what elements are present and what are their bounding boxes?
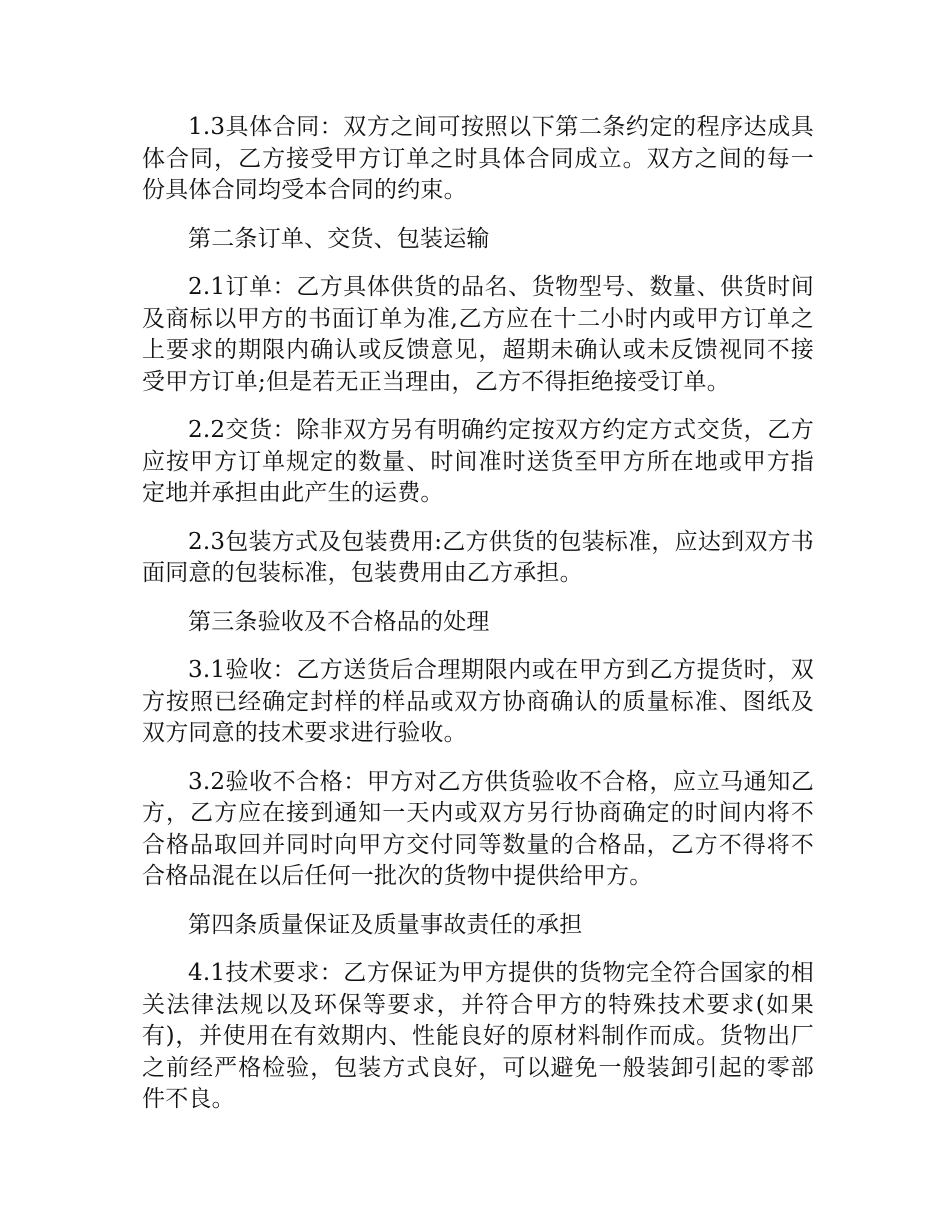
clause-1-3-paragraph: 1.3具体合同：双方之间可按照以下第二条约定的程序达成具体合同，乙方接受甲方订单之时具体合同成立。双方之间的每一份具体合同均受本合同的约束。 [142,114,814,203]
clause-4-1-paragraph: 4.1技术要求：乙方保证为甲方提供的货物完全符合国家的相关法律法规以及环保等要求，并符合甲方的特殊技术要求(如果有)，并使用在有效期内、性能良好的原材料制作而成。货物出厂之前经严格检验，包装方式良好，可以避免一般装卸引起的零部件不良。 [142,960,814,1112]
document-body [142,112,814,1133]
clause-2-1-paragraph: 2.1订单：乙方具体供货的品名、货物型号、数量、供货时间及商标以甲方的书面订单为准,乙方应在十二小时内或甲方订单之上要求的期限内确认或反馈意见，超期未确认或未反馈视同不接受甲方订单;但是若无正当理由，乙方不得拒绝接受订单。 [142,274,814,395]
article-4-heading: 第四条质量保证及质量事故责任的承担 [188,911,583,938]
article-2-heading: 第二条订单、交货、包装运输 [188,225,490,252]
clause-2-2-paragraph: 2.2交货：除非双方另有明确约定按双方约定方式交货，乙方应按甲方订单规定的数量、时间准时送货至甲方所在地或甲方指定地并承担由此产生的运费。 [142,417,814,506]
clause-3-2-paragraph: 3.2验收不合格：甲方对乙方供货验收不合格，应立马通知乙方，乙方应在接到通知一天内或双方另行协商确定的时间内将不合格品取回并同时向甲方交付同等数量的合格品，乙方不得将不合格品混在以后任何一批次的货物中提供给甲方。 [142,768,814,889]
clause-2-3-paragraph: 2.3包装方式及包装费用:乙方供货的包装标准，应达到双方书面同意的包装标准，包装费用由乙方承担。 [142,528,814,586]
article-3-heading: 第三条验收及不合格品的处理 [188,608,490,635]
clause-3-1-paragraph: 3.1验收：乙方送货后合理期限内或在甲方到乙方提货时，双方按照已经确定封样的样品或双方协商确认的质量标准、图纸及双方同意的技术要求进行验收。 [142,657,814,746]
